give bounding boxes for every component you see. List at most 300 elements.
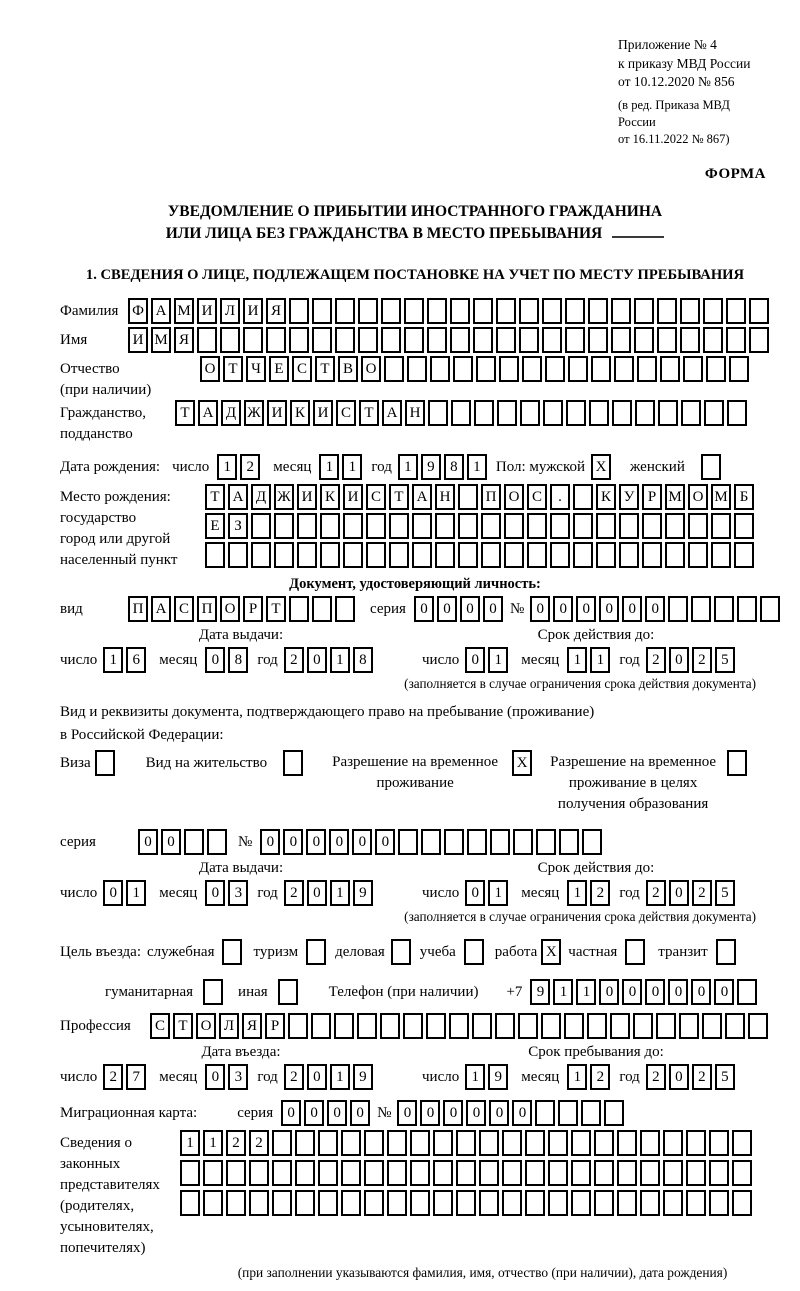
form-cell[interactable] <box>548 1190 568 1216</box>
temp-residence-checkbox[interactable] <box>512 750 535 776</box>
form-cell[interactable] <box>525 1160 545 1186</box>
form-cell[interactable] <box>398 829 418 855</box>
identity-issue-year-cells[interactable] <box>284 647 376 673</box>
form-cell[interactable]: 1 <box>488 647 508 673</box>
form-cell[interactable] <box>559 829 579 855</box>
form-cell[interactable]: 0 <box>281 1100 301 1126</box>
form-cell[interactable]: О <box>220 596 240 622</box>
form-cell[interactable]: 9 <box>488 1064 508 1090</box>
form-cell[interactable]: 1 <box>576 979 596 1005</box>
form-cell[interactable] <box>467 829 487 855</box>
form-cell[interactable] <box>625 939 645 965</box>
form-cell[interactable]: 8 <box>353 647 373 673</box>
form-cell[interactable] <box>283 750 303 776</box>
form-cell[interactable] <box>357 1013 377 1039</box>
entry-day-cells[interactable] <box>103 1064 149 1090</box>
form-cell[interactable] <box>543 400 563 426</box>
form-cell[interactable]: П <box>197 596 217 622</box>
form-cell[interactable]: С <box>527 484 547 510</box>
form-cell[interactable]: 0 <box>669 880 689 906</box>
form-cell[interactable]: 0 <box>691 979 711 1005</box>
representatives-cells-2[interactable] <box>180 1160 755 1186</box>
form-cell[interactable] <box>496 327 516 353</box>
form-cell[interactable]: 1 <box>398 454 418 480</box>
purpose-study-checkbox[interactable] <box>464 939 487 965</box>
form-cell[interactable]: И <box>128 327 148 353</box>
form-cell[interactable]: 1 <box>330 647 350 673</box>
form-cell[interactable]: А <box>151 596 171 622</box>
form-cell[interactable] <box>249 1190 269 1216</box>
form-cell[interactable] <box>427 327 447 353</box>
stay-year-cells[interactable] <box>646 1064 738 1090</box>
form-cell[interactable] <box>203 1160 223 1186</box>
form-cell[interactable] <box>714 596 734 622</box>
form-cell[interactable]: 3 <box>228 1064 248 1090</box>
form-cell[interactable]: П <box>481 484 501 510</box>
form-cell[interactable]: 0 <box>460 596 480 622</box>
form-cell[interactable]: И <box>243 298 263 324</box>
purpose-work-checkbox[interactable] <box>541 939 564 965</box>
form-cell[interactable] <box>748 1013 768 1039</box>
form-cell[interactable]: З <box>228 513 248 539</box>
form-cell[interactable] <box>318 1190 338 1216</box>
form-cell[interactable] <box>433 1130 453 1156</box>
form-cell[interactable] <box>412 542 432 568</box>
form-cell[interactable]: 2 <box>692 1064 712 1090</box>
form-cell[interactable] <box>473 298 493 324</box>
form-cell[interactable] <box>656 1013 676 1039</box>
form-cell[interactable]: 1 <box>567 880 587 906</box>
form-cell[interactable]: 0 <box>443 1100 463 1126</box>
stay-month-cells[interactable] <box>567 1064 613 1090</box>
form-cell[interactable] <box>243 327 263 353</box>
form-cell[interactable] <box>435 513 455 539</box>
temp-residence-education-checkbox[interactable] <box>727 750 750 776</box>
form-cell[interactable] <box>542 327 562 353</box>
form-cell[interactable] <box>594 1160 614 1186</box>
form-cell[interactable] <box>366 542 386 568</box>
form-cell[interactable] <box>709 1130 729 1156</box>
form-cell[interactable]: 0 <box>553 596 573 622</box>
form-cell[interactable]: О <box>196 1013 216 1039</box>
form-cell[interactable] <box>433 1160 453 1186</box>
form-cell[interactable] <box>251 513 271 539</box>
form-cell[interactable] <box>679 1013 699 1039</box>
form-cell[interactable] <box>364 1130 384 1156</box>
birth-place-cells-1[interactable] <box>205 484 757 510</box>
form-cell[interactable] <box>381 298 401 324</box>
form-cell[interactable] <box>389 513 409 539</box>
form-cell[interactable] <box>637 356 657 382</box>
form-cell[interactable] <box>657 327 677 353</box>
form-cell[interactable] <box>197 327 217 353</box>
form-cell[interactable]: Д <box>221 400 241 426</box>
form-cell[interactable] <box>729 356 749 382</box>
form-cell[interactable] <box>450 327 470 353</box>
form-cell[interactable] <box>610 1013 630 1039</box>
form-cell[interactable] <box>588 327 608 353</box>
phone-cells[interactable] <box>530 979 760 1005</box>
purpose-business-checkbox[interactable] <box>222 939 245 965</box>
form-cell[interactable] <box>312 327 332 353</box>
form-cell[interactable]: В <box>338 356 358 382</box>
form-cell[interactable]: Т <box>315 356 335 382</box>
form-cell[interactable] <box>341 1190 361 1216</box>
form-cell[interactable] <box>642 513 662 539</box>
profession-cells[interactable] <box>150 1013 771 1039</box>
form-cell[interactable] <box>272 1130 292 1156</box>
form-cell[interactable] <box>387 1190 407 1216</box>
form-cell[interactable] <box>479 1190 499 1216</box>
form-cell[interactable]: 2 <box>590 880 610 906</box>
form-cell[interactable] <box>407 356 427 382</box>
form-cell[interactable] <box>387 1160 407 1186</box>
form-cell[interactable]: 0 <box>669 647 689 673</box>
form-cell[interactable] <box>312 298 332 324</box>
form-cell[interactable] <box>228 542 248 568</box>
form-cell[interactable] <box>334 1013 354 1039</box>
doc-number-cells[interactable] <box>530 596 783 622</box>
form-cell[interactable]: 0 <box>437 596 457 622</box>
form-cell[interactable]: Ж <box>244 400 264 426</box>
form-cell[interactable]: X <box>541 939 561 965</box>
form-cell[interactable]: 0 <box>283 829 303 855</box>
form-cell[interactable]: 1 <box>319 454 339 480</box>
form-cell[interactable] <box>614 356 634 382</box>
form-cell[interactable] <box>732 1160 752 1186</box>
form-cell[interactable] <box>658 400 678 426</box>
form-cell[interactable]: X <box>591 454 611 480</box>
form-cell[interactable] <box>640 1130 660 1156</box>
form-cell[interactable] <box>691 596 711 622</box>
visa-checkbox[interactable] <box>95 750 118 776</box>
entry-month-cells[interactable] <box>205 1064 251 1090</box>
form-cell[interactable]: 1 <box>330 880 350 906</box>
birth-year-cells[interactable] <box>398 454 490 480</box>
form-cell[interactable] <box>249 1160 269 1186</box>
form-cell[interactable] <box>536 829 556 855</box>
form-cell[interactable] <box>734 542 754 568</box>
form-cell[interactable] <box>686 1160 706 1186</box>
form-cell[interactable] <box>387 1130 407 1156</box>
form-cell[interactable] <box>688 513 708 539</box>
form-cell[interactable] <box>502 1130 522 1156</box>
form-cell[interactable]: О <box>200 356 220 382</box>
form-cell[interactable] <box>472 1013 492 1039</box>
form-cell[interactable] <box>421 829 441 855</box>
form-cell[interactable] <box>704 400 724 426</box>
form-cell[interactable]: 9 <box>353 880 373 906</box>
form-cell[interactable] <box>726 298 746 324</box>
form-cell[interactable] <box>410 1190 430 1216</box>
form-cell[interactable] <box>633 1013 653 1039</box>
form-cell[interactable]: 1 <box>180 1130 200 1156</box>
form-cell[interactable]: А <box>198 400 218 426</box>
form-cell[interactable]: 0 <box>599 979 619 1005</box>
form-cell[interactable] <box>474 400 494 426</box>
form-cell[interactable]: Ч <box>246 356 266 382</box>
given-name-cells[interactable] <box>128 327 772 353</box>
form-cell[interactable] <box>665 542 685 568</box>
form-cell[interactable]: 0 <box>138 829 158 855</box>
form-cell[interactable]: 2 <box>284 1064 304 1090</box>
form-cell[interactable]: Т <box>266 596 286 622</box>
representatives-cells-3[interactable] <box>180 1190 755 1216</box>
form-cell[interactable] <box>519 298 539 324</box>
form-cell[interactable] <box>479 1130 499 1156</box>
form-cell[interactable] <box>343 542 363 568</box>
form-cell[interactable]: С <box>366 484 386 510</box>
form-cell[interactable]: 0 <box>465 647 485 673</box>
form-cell[interactable] <box>318 1130 338 1156</box>
form-cell[interactable] <box>727 400 747 426</box>
form-cell[interactable]: 1 <box>103 647 123 673</box>
form-cell[interactable] <box>311 1013 331 1039</box>
form-cell[interactable] <box>358 327 378 353</box>
form-cell[interactable]: 2 <box>692 880 712 906</box>
form-cell[interactable] <box>571 1130 591 1156</box>
form-cell[interactable]: 0 <box>205 880 225 906</box>
form-cell[interactable]: 0 <box>622 596 642 622</box>
form-cell[interactable] <box>619 513 639 539</box>
form-cell[interactable] <box>222 939 242 965</box>
form-cell[interactable] <box>594 1130 614 1156</box>
form-cell[interactable]: Р <box>265 1013 285 1039</box>
form-cell[interactable]: 0 <box>414 596 434 622</box>
form-cell[interactable]: 0 <box>307 880 327 906</box>
residence-number-cells[interactable] <box>260 829 605 855</box>
form-cell[interactable]: К <box>290 400 310 426</box>
form-cell[interactable] <box>297 542 317 568</box>
form-cell[interactable]: 2 <box>646 1064 666 1090</box>
form-cell[interactable] <box>716 939 736 965</box>
form-cell[interactable] <box>663 1160 683 1186</box>
form-cell[interactable] <box>520 400 540 426</box>
form-cell[interactable]: 0 <box>645 979 665 1005</box>
form-cell[interactable] <box>203 979 223 1005</box>
form-cell[interactable]: О <box>688 484 708 510</box>
form-cell[interactable]: 0 <box>599 596 619 622</box>
form-cell[interactable]: Т <box>205 484 225 510</box>
form-cell[interactable]: С <box>292 356 312 382</box>
form-cell[interactable] <box>450 298 470 324</box>
form-cell[interactable]: А <box>228 484 248 510</box>
form-cell[interactable]: 2 <box>103 1064 123 1090</box>
patronymic-cells[interactable] <box>200 356 752 382</box>
form-cell[interactable] <box>709 1190 729 1216</box>
form-cell[interactable] <box>481 513 501 539</box>
form-cell[interactable]: 0 <box>161 829 181 855</box>
form-cell[interactable] <box>289 596 309 622</box>
form-cell[interactable]: 7 <box>126 1064 146 1090</box>
form-cell[interactable]: Д <box>251 484 271 510</box>
form-cell[interactable] <box>565 327 585 353</box>
form-cell[interactable]: 0 <box>420 1100 440 1126</box>
residence-permit-checkbox[interactable] <box>283 750 306 776</box>
form-cell[interactable] <box>545 356 565 382</box>
form-cell[interactable] <box>565 298 585 324</box>
form-cell[interactable]: 2 <box>240 454 260 480</box>
form-cell[interactable] <box>381 327 401 353</box>
form-cell[interactable] <box>617 1190 637 1216</box>
form-cell[interactable] <box>588 298 608 324</box>
form-cell[interactable] <box>289 298 309 324</box>
form-cell[interactable] <box>207 829 227 855</box>
form-cell[interactable]: А <box>412 484 432 510</box>
form-cell[interactable]: 1 <box>330 1064 350 1090</box>
form-cell[interactable] <box>456 1190 476 1216</box>
form-cell[interactable] <box>701 454 721 480</box>
form-cell[interactable] <box>318 1160 338 1186</box>
residence-issue-year-cells[interactable] <box>284 880 376 906</box>
form-cell[interactable] <box>364 1160 384 1186</box>
form-cell[interactable]: А <box>151 298 171 324</box>
form-cell[interactable]: Л <box>220 298 240 324</box>
form-cell[interactable]: 1 <box>590 647 610 673</box>
form-cell[interactable]: Р <box>243 596 263 622</box>
form-cell[interactable] <box>499 356 519 382</box>
form-cell[interactable]: 5 <box>715 880 735 906</box>
form-cell[interactable] <box>502 1160 522 1186</box>
form-cell[interactable] <box>312 596 332 622</box>
form-cell[interactable] <box>384 356 404 382</box>
form-cell[interactable]: Б <box>734 484 754 510</box>
residence-series-cells[interactable] <box>138 829 230 855</box>
form-cell[interactable]: 2 <box>590 1064 610 1090</box>
form-cell[interactable] <box>295 1130 315 1156</box>
form-cell[interactable]: У <box>619 484 639 510</box>
form-cell[interactable]: М <box>151 327 171 353</box>
form-cell[interactable] <box>451 400 471 426</box>
form-cell[interactable]: И <box>343 484 363 510</box>
form-cell[interactable] <box>680 327 700 353</box>
form-cell[interactable] <box>504 513 524 539</box>
form-cell[interactable] <box>573 513 593 539</box>
representatives-cells-1[interactable] <box>180 1130 755 1156</box>
citizenship-cells[interactable] <box>175 400 750 426</box>
form-cell[interactable] <box>706 356 726 382</box>
identity-expiry-month-cells[interactable] <box>567 647 613 673</box>
form-cell[interactable]: 2 <box>226 1130 246 1156</box>
form-cell[interactable] <box>428 400 448 426</box>
form-cell[interactable]: Р <box>642 484 662 510</box>
form-cell[interactable]: 0 <box>530 596 550 622</box>
form-cell[interactable] <box>548 1130 568 1156</box>
form-cell[interactable]: 2 <box>646 647 666 673</box>
form-cell[interactable] <box>380 1013 400 1039</box>
form-cell[interactable] <box>495 1013 515 1039</box>
form-cell[interactable] <box>504 542 524 568</box>
birth-place-cells-3[interactable] <box>205 542 757 568</box>
form-cell[interactable]: 0 <box>668 979 688 1005</box>
form-cell[interactable] <box>476 356 496 382</box>
form-cell[interactable]: И <box>197 298 217 324</box>
form-cell[interactable]: 9 <box>353 1064 373 1090</box>
form-cell[interactable]: Т <box>173 1013 193 1039</box>
form-cell[interactable] <box>435 542 455 568</box>
form-cell[interactable]: Н <box>435 484 455 510</box>
form-cell[interactable] <box>464 939 484 965</box>
form-cell[interactable]: 2 <box>646 880 666 906</box>
form-cell[interactable] <box>734 513 754 539</box>
form-cell[interactable]: О <box>361 356 381 382</box>
form-cell[interactable] <box>335 298 355 324</box>
surname-cells[interactable] <box>128 298 772 324</box>
form-cell[interactable]: 8 <box>228 647 248 673</box>
form-cell[interactable] <box>612 400 632 426</box>
form-cell[interactable] <box>732 1130 752 1156</box>
identity-issue-month-cells[interactable] <box>205 647 251 673</box>
form-cell[interactable]: С <box>174 596 194 622</box>
form-cell[interactable]: Я <box>266 298 286 324</box>
form-cell[interactable]: 2 <box>284 647 304 673</box>
form-cell[interactable] <box>548 1160 568 1186</box>
form-cell[interactable] <box>306 939 326 965</box>
form-cell[interactable]: С <box>336 400 356 426</box>
form-cell[interactable]: 1 <box>126 880 146 906</box>
form-cell[interactable]: И <box>297 484 317 510</box>
form-cell[interactable] <box>591 356 611 382</box>
form-cell[interactable] <box>709 1160 729 1186</box>
form-cell[interactable]: О <box>504 484 524 510</box>
form-cell[interactable] <box>518 1013 538 1039</box>
form-cell[interactable] <box>640 1160 660 1186</box>
form-cell[interactable] <box>663 1130 683 1156</box>
form-cell[interactable] <box>642 542 662 568</box>
form-cell[interactable] <box>581 1100 601 1126</box>
form-cell[interactable]: Я <box>174 327 194 353</box>
form-cell[interactable] <box>634 298 654 324</box>
form-cell[interactable]: С <box>150 1013 170 1039</box>
form-cell[interactable]: К <box>320 484 340 510</box>
form-cell[interactable] <box>611 327 631 353</box>
form-cell[interactable]: 0 <box>205 1064 225 1090</box>
form-cell[interactable] <box>703 298 723 324</box>
form-cell[interactable] <box>366 513 386 539</box>
form-cell[interactable] <box>295 1190 315 1216</box>
form-cell[interactable]: 0 <box>622 979 642 1005</box>
form-cell[interactable] <box>320 513 340 539</box>
form-cell[interactable] <box>184 829 204 855</box>
form-cell[interactable] <box>274 513 294 539</box>
form-cell[interactable]: Т <box>389 484 409 510</box>
form-cell[interactable]: 0 <box>489 1100 509 1126</box>
form-cell[interactable]: Л <box>219 1013 239 1039</box>
form-cell[interactable] <box>686 1130 706 1156</box>
form-cell[interactable] <box>660 356 680 382</box>
form-cell[interactable] <box>502 1190 522 1216</box>
form-cell[interactable] <box>668 596 688 622</box>
form-cell[interactable] <box>497 400 517 426</box>
form-cell[interactable] <box>686 1190 706 1216</box>
form-cell[interactable] <box>550 542 570 568</box>
form-cell[interactable]: И <box>267 400 287 426</box>
form-cell[interactable]: Т <box>175 400 195 426</box>
form-cell[interactable]: 9 <box>421 454 441 480</box>
form-cell[interactable]: 1 <box>553 979 573 1005</box>
form-cell[interactable]: А <box>382 400 402 426</box>
form-cell[interactable] <box>589 400 609 426</box>
residence-issue-month-cells[interactable] <box>205 880 251 906</box>
form-cell[interactable] <box>680 298 700 324</box>
form-cell[interactable]: 3 <box>228 880 248 906</box>
form-cell[interactable] <box>412 513 432 539</box>
form-cell[interactable] <box>535 1100 555 1126</box>
doc-kind-cells[interactable] <box>128 596 358 622</box>
form-cell[interactable] <box>727 750 747 776</box>
form-cell[interactable]: 1 <box>217 454 237 480</box>
form-cell[interactable]: 0 <box>350 1100 370 1126</box>
